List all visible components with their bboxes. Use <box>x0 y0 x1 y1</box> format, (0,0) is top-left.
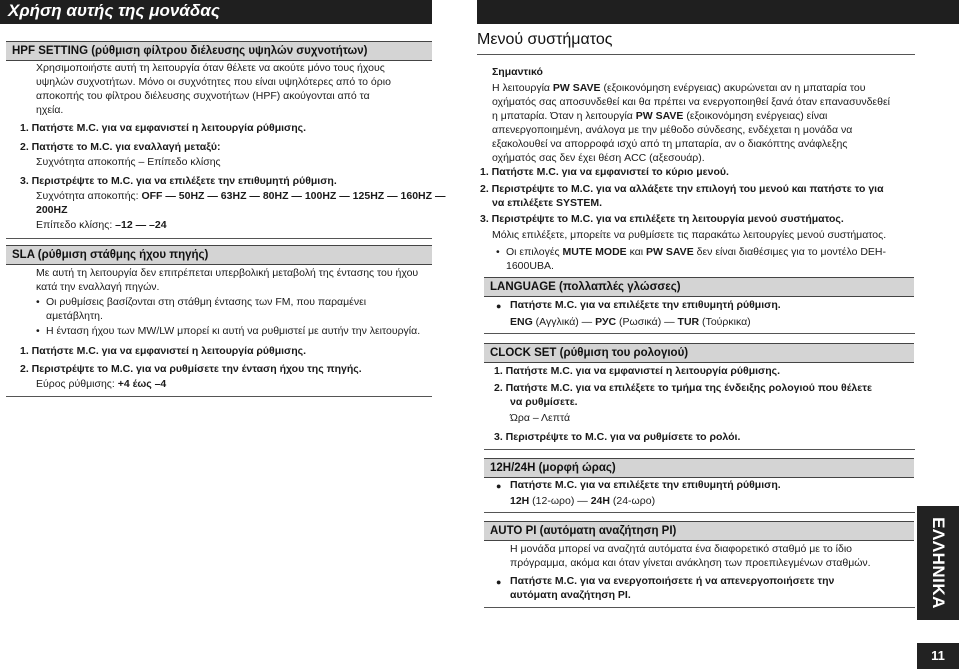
autopi-bullet <box>510 574 834 602</box>
hpf-intro-line: αποκοπής του φίλτρου διέλευσης συχνοτήτων (HPF) ακούγονται από τα <box>36 90 370 102</box>
autopi-bullet-line: αυτόματη αναζήτηση PI. <box>510 589 631 601</box>
hpf-intro <box>36 61 391 117</box>
hpf-step-3: 3. Περιστρέψτε το M.C. για να επιλέξετε την επιθυμητή ρύθμιση. <box>20 175 337 187</box>
hour-format-section-title: 12H/24H (μορφή ώρας) <box>484 458 914 478</box>
system-step-2-line: 2. Περιστρέψτε το M.C. για να αλλάξετε την επιλογή του μενού και πατήστε το για <box>480 183 884 195</box>
important-label: Σημαντικό <box>492 66 543 78</box>
sla-bullet-1 <box>46 295 366 323</box>
divider <box>6 238 432 239</box>
autopi-text-line: Η μονάδα μπορεί να αναζητά αυτόματα ένα διαφορετικό σταθμό με το ίδιο <box>510 543 853 555</box>
system-step-2 <box>480 182 884 210</box>
hour-format-bullet: ● Πατήστε M.C. για να επιλέξετε την επιθυμητή ρύθμιση. <box>510 478 781 492</box>
important-line: οχήματός σας δεν έχει θέση ACC (αξεσουάρ). <box>492 152 705 164</box>
autopi-bullet-line: ● Πατήστε M.C. για να ενεργοποιήσετε ή να απενεργοποιήσετε την <box>510 575 835 587</box>
system-step-1: 1. Πατήστε M.C. για να εμφανιστεί το κύριο μενού. <box>480 166 729 178</box>
clock-step-1: 1. Πατήστε M.C. για να εμφανιστεί η λειτουργία ρύθμισης. <box>494 365 781 377</box>
hpf-slope <box>36 218 167 232</box>
page-number: 11 <box>917 643 959 669</box>
divider <box>484 512 915 513</box>
sla-step-1: 1. Πατήστε M.C. για να εμφανιστεί η λειτουργία ρύθμισης. <box>20 345 307 357</box>
divider <box>6 396 432 397</box>
slope-values: –12 — –24 <box>115 219 167 231</box>
right-header-bar <box>477 0 959 24</box>
language-options: ENG (Αγγλικά) — РУС (Ρωσικά) — TUR (Τούρκικα) <box>510 316 751 328</box>
sla-intro-line: Με αυτή τη λειτουργία δεν επιτρέπεται υπερβολική μεταβολή της έντασης του ήχου <box>36 267 419 279</box>
sla-bullet-1-line: αμετάβλητη. <box>46 310 103 322</box>
divider <box>484 333 915 334</box>
clock-section-title: CLOCK SET (ρύθμιση του ρολογιού) <box>484 343 914 363</box>
clock-step-2-line: 2. Πατήστε M.C. για να επιλέξετε το τμήμα της ένδειξης ρολογιού που θέλετε <box>494 382 872 394</box>
important-line: η μπαταρία. Όταν η λειτουργία PW SAVE (εξοικονόμηση ενέργειας) είναι <box>492 110 828 122</box>
language-bullet: ● Πατήστε M.C. για να επιλέξετε την επιθυμητή ρύθμιση. <box>510 298 781 312</box>
hpf-step-2: 2. Πατήστε το M.C. για εναλλαγή μεταξύ: <box>20 141 221 153</box>
important-line: Η λειτουργία PW SAVE (εξοικονόμηση ενέργειας) ακυρώνεται αν η μπαταρία του <box>492 82 866 94</box>
clock-step-2 <box>494 381 872 409</box>
sla-intro-line: κατά την εναλλαγή πηγών. <box>36 281 160 293</box>
autopi-text-line: πρόγραμμα, ακόμα και όταν γίνεται ανάκληση των προεπιλεγμένων σταθμών. <box>510 557 871 569</box>
range-label: Εύρος ρύθμισης: <box>36 378 118 390</box>
important-line: απενεργοποιημένη, ανάλογα με την μέθοδο σύνδεσης, ενδέχεται η μονάδα να <box>492 124 853 136</box>
page-header-title: Χρήση αυτής της μονάδας <box>8 1 220 20</box>
hpf-intro-line: ηχεία. <box>36 104 64 116</box>
model-note-line: • Οι επιλογές MUTE MODE και PW SAVE δεν είναι διαθέσιμες για το μοντέλο DEH- <box>506 246 886 258</box>
sla-bullet-2: • Η ένταση ήχου των MW/LW μπορεί κι αυτή να ρυθμιστεί με αυτήν την λειτουργία. <box>46 324 420 338</box>
model-note-line: 1600UBA. <box>506 260 554 272</box>
slope-label: Επίπεδο κλίσης: <box>36 219 116 231</box>
sla-intro <box>36 266 418 294</box>
important-line: εξακολουθεί να απορροφά ισχύ από τη μπαταρία, αν ο διακόπτης ανάφλεξης <box>492 138 848 150</box>
sla-range <box>36 377 166 391</box>
system-step-3-sub: Μόλις επιλέξετε, μπορείτε να ρυθμίσετε τις παρακάτω λειτουργίες μενού συστήματος. <box>492 229 887 241</box>
system-menu-title: Μενού συστήματος <box>477 31 613 48</box>
divider <box>477 54 915 55</box>
hpf-step-1: 1. Πατήστε M.C. για να εμφανιστεί η λειτουργία ρύθμισης. <box>20 122 307 134</box>
hpf-cutoff <box>36 189 445 203</box>
important-text <box>492 81 890 165</box>
sla-bullet-1-line: • Οι ρυθμίσεις βασίζονται στη στάθμη έντασης των FM, που παραμένει <box>46 296 367 308</box>
sla-step-2: 2. Περιστρέψτε το M.C. για να ρυθμίσετε την ένταση ήχου της πηγής. <box>20 363 362 375</box>
hpf-intro-line: Χρησιμοποιήστε αυτή τη λειτουργία όταν θέλετε να ακούτε μόνο τους ήχους <box>36 62 385 74</box>
divider <box>484 449 915 450</box>
language-side-tab <box>917 506 959 620</box>
hour-format-options: 12H (12-ωρο) — 24H (24-ωρο) <box>510 495 656 507</box>
cutoff-values-2: 200HZ <box>36 204 68 216</box>
system-step-3: 3. Περιστρέψτε το M.C. για να επιλέξετε τη λειτουργία μενού συστήματος. <box>480 213 844 225</box>
hpf-step-2-sub: Συχνότητα αποκοπής – Επίπεδο κλίσης <box>36 156 221 168</box>
hpf-section-title: HPF SETTING (ρύθμιση φίλτρου διέλευσης υψηλών συχνοτήτων) <box>6 41 432 61</box>
sla-section-title: SLA (ρύθμιση στάθμης ήχου πηγής) <box>6 245 432 265</box>
autopi-section-title: AUTO PI (αυτόματη αναζήτηση PI) <box>484 521 914 541</box>
language-section-title: LANGUAGE (πολλαπλές γλώσσες) <box>484 277 914 297</box>
page-header-bar <box>0 0 432 24</box>
divider <box>484 607 915 608</box>
cutoff-values: OFF — 50HZ — 63HZ — 80HZ — 100HZ — 125HZ — 160HZ — <box>141 190 446 202</box>
model-note <box>506 245 886 273</box>
clock-step-2-line: να ρυθμίσετε. <box>510 396 578 408</box>
clock-step-3: 3. Περιστρέψτε το M.C. για να ρυθμίσετε το ρολόι. <box>494 431 741 443</box>
range-values: +4 έως –4 <box>117 378 167 390</box>
clock-step-2-sub: Ώρα – Λεπτά <box>510 412 571 424</box>
language-side-tab-label: ΕΛΛΗΝΙΚΑ <box>929 517 948 609</box>
hpf-intro-line: υψηλών συχνοτήτων. Μόνο οι συχνότητες που είναι υψηλότερες από το όριο <box>36 76 391 88</box>
system-step-2-line: να επιλέξετε SYSTEM. <box>492 197 603 209</box>
cutoff-label: Συχνότητα αποκοπής: <box>36 190 142 202</box>
autopi-text <box>510 542 871 570</box>
important-line: οχήματός σας αποσυνδεθεί και θα πρέπει να ενεργοποιηθεί ξανά όταν επανασυνδεθεί <box>492 96 890 108</box>
